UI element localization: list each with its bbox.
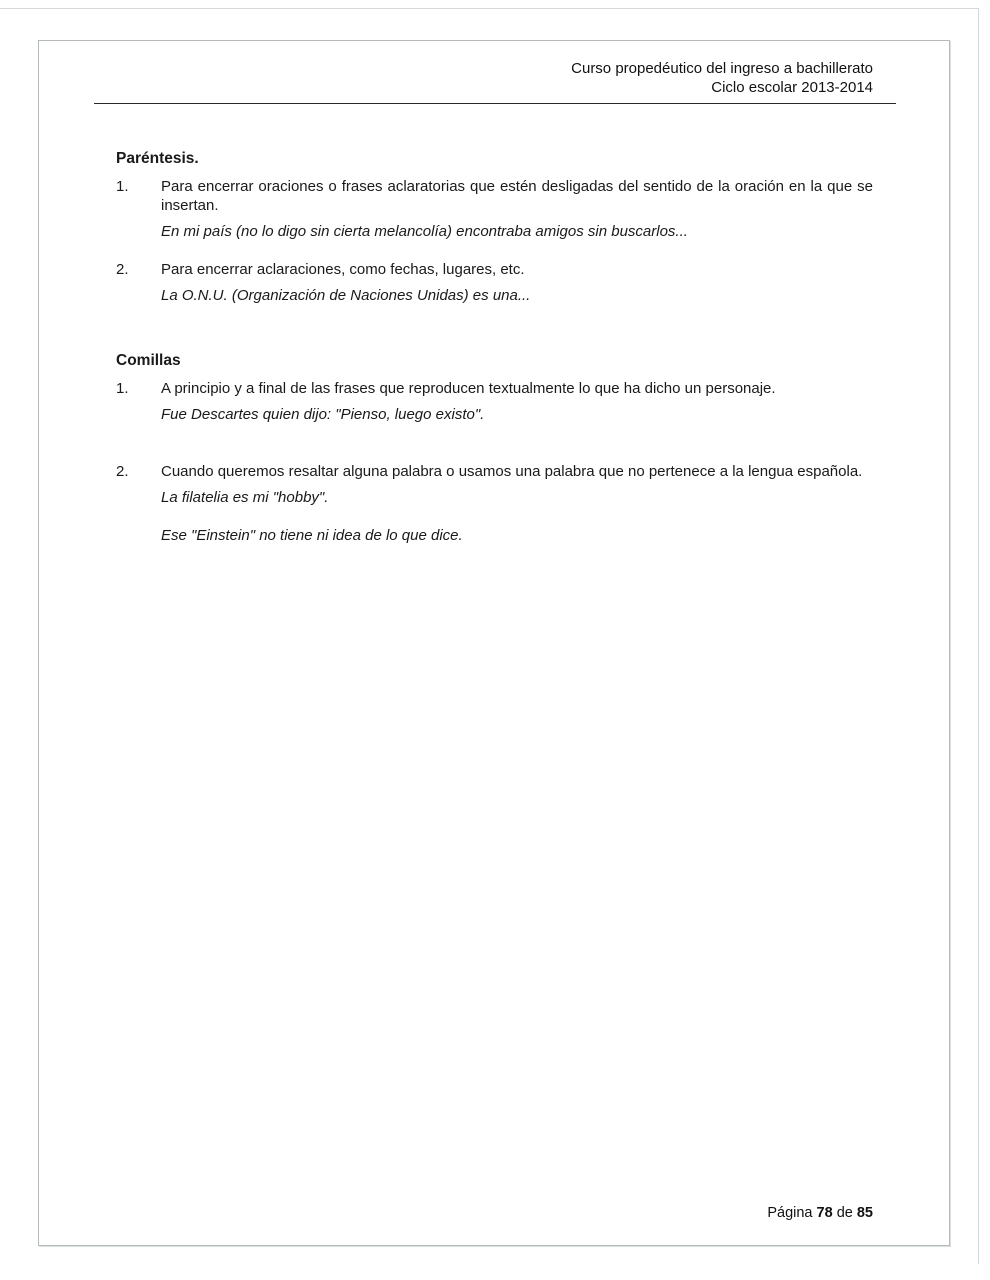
item-text: A principio y a final de las frases que reproducen textualmente lo que ha dicho un personaje. [161, 380, 776, 397]
example-text: La filatelia es mi "hobby". [161, 489, 329, 506]
list-item [116, 260, 873, 279]
list-item [116, 177, 873, 215]
document-content [39, 149, 949, 545]
header-school-cycle: Ciclo escolar 2013-2014 [711, 79, 873, 96]
section-heading: Paréntesis. [116, 150, 199, 167]
item-text: Para encerrar oraciones o frases aclaratorias que estén desligadas del sentido de la oración en la que se insertan. [161, 178, 873, 214]
item-text: Para encerrar aclaraciones, como fechas, lugares, etc. [161, 261, 525, 278]
footer-total-pages: 85 [856, 1205, 873, 1221]
item-number: 2. [116, 261, 129, 278]
header-course-title: Curso propedéutico del ingreso a bachillerato [571, 60, 873, 77]
item-number: 1. [116, 178, 129, 195]
list-item [116, 462, 873, 481]
example-text: Fue Descartes quien dijo: "Pienso, luego existo". [161, 406, 485, 423]
header-rule [94, 103, 896, 104]
footer-prefix: Página [767, 1205, 817, 1221]
page-header [39, 41, 949, 97]
example-text: Ese "Einstein" no tiene ni idea de lo que dice. [161, 527, 463, 544]
item-number: 2. [116, 463, 129, 480]
example-text: La O.N.U. (Organización de Naciones Unidas) es una... [161, 287, 531, 304]
item-number: 1. [116, 380, 129, 397]
example-text: En mi país (no lo digo sin cierta melancolía) encontraba amigos sin buscarlos... [161, 223, 688, 240]
footer-middle: de [832, 1205, 857, 1221]
document-page [38, 40, 950, 1246]
list-item [116, 379, 873, 398]
footer-page-number: 78 [816, 1205, 833, 1221]
page-footer [767, 1205, 873, 1221]
section-heading: Comillas [116, 352, 181, 369]
item-text: Cuando queremos resaltar alguna palabra o usamos una palabra que no pertenece a la lengua española. [161, 463, 863, 480]
